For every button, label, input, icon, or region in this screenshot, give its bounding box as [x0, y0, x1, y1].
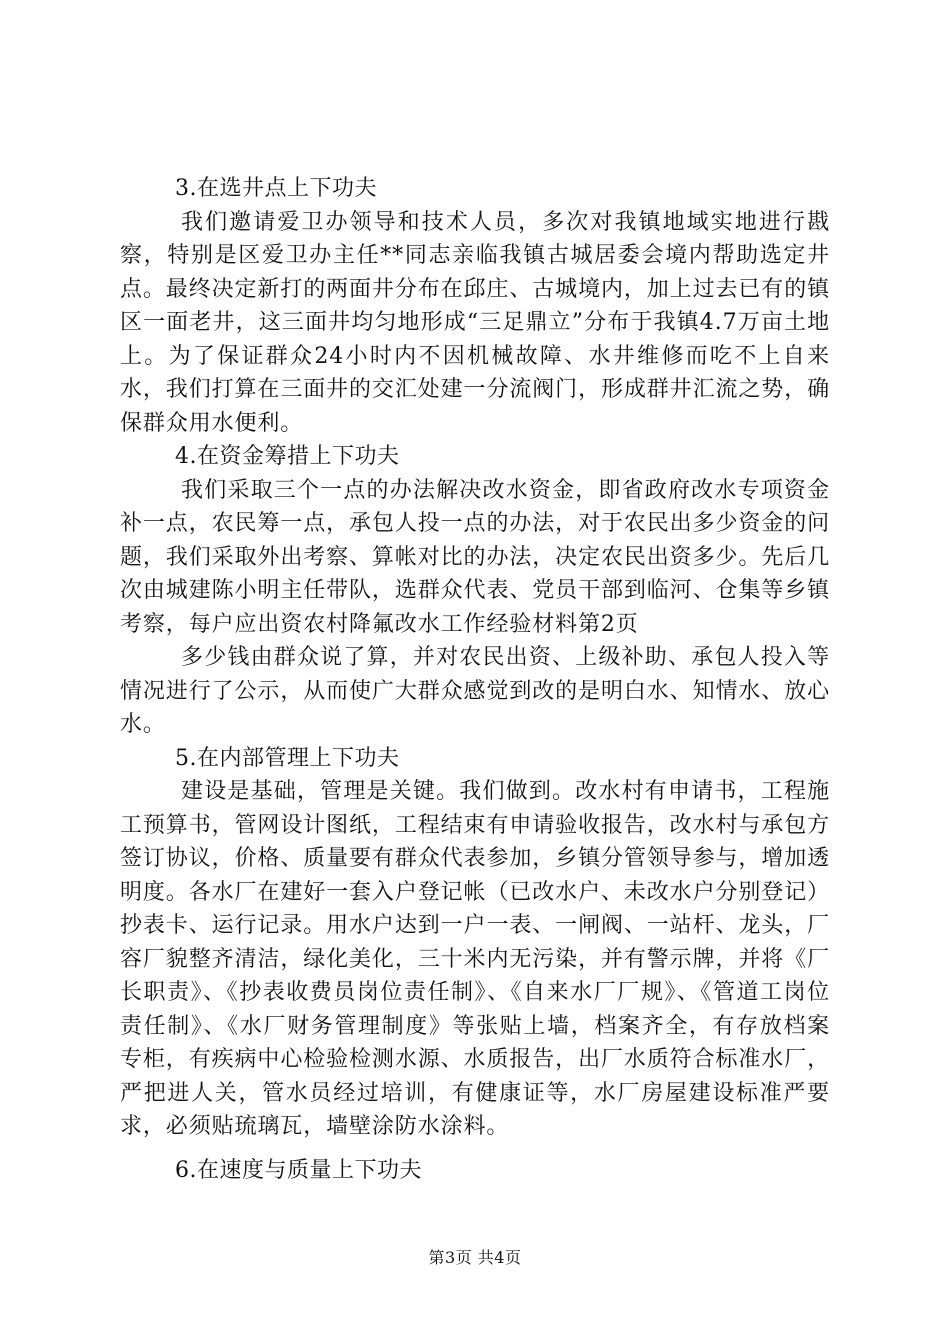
- section-4-paragraph-2: 多少钱由群众说了算，并对农民出资、上级补助、承包人投入等情况进行了公示，从而使广大群众感觉到改的是明白水、知情水、放心水。: [120, 645, 830, 737]
- section-heading-4: 4.在资金筹措上下功夫: [175, 444, 400, 469]
- section-heading-3: 3.在选井点上下功夫: [175, 176, 377, 201]
- document-body: [120, 172, 830, 1187]
- section-4-paragraph-1: 我们采取三个一点的办法解决改水资金，即省政府改水专项资金补一点，农民筹一点，承包人投一点的办法，对于农民出多少资金的问题，我们采取外出考察、算帐对比的办法，决定农民出资多少。先后几次由城建陈小明主任带队，选群众代表、党员干部到临河、仓集等乡镇考察，每户应出资农村降氟改水工作经验材料第2页: [120, 477, 830, 637]
- section-heading-6: 6.在速度与质量上下功夫: [175, 1157, 422, 1183]
- section-heading-5: 5.在内部管理上下功夫: [175, 745, 400, 771]
- section-3-paragraph: 我们邀请爱卫办领导和技术人员，多次对我镇地域实地进行戡察，特别是区爱卫办主任**同志亲临我镇古城居委会境内帮助选定井点。最终决定新打的两面井分布在邱庄、古城境内，加上过去已有的镇区一面老井，这三面井均匀地形成“三足鼎立”分布于我镇4.7万亩土地上。为了保证群众24小时内不因机械故障、水井维修而吃不上自来水，我们打算在三面井的交汇处建一分流阀门，形成群井汇流之势，确保群众用水便利。: [120, 209, 830, 436]
- page-footer: 第3页 共4页: [428, 1248, 522, 1267]
- section-5-paragraph: 建设是基础，管理是关键。我们做到。改水村有申请书，工程施工预算书，管网设计图纸，工程结束有申请验收报告，改水村与承包方签订协议，价格、质量要有群众代表参加，乡镇分管领导参与，增加透明度。各水厂在建好一套入户登记帐（已改水户、未改水户分别登记）抄表卡、运行记录。用水户达到一户一表、一闸阀、一站杆、龙头，厂容厂貌整齐清洁，绿化美化，三十米内无污染，并有警示牌，并将《厂长职责》、《抄表收费员岗位责任制》、《自来水厂厂规》、《管道工岗位责任制》、《水厂财务管理制度》等张贴上墙，档案齐全，有存放档案专柜，有疾病中心检验检测水源、水质报告，出厂水质符合标准水厂，严把进人关，管水员经过培训，有健康证等，水厂房屋建设标准严要求，必须贴琉璃瓦，墙壁涂防水涂料。: [120, 779, 830, 1139]
